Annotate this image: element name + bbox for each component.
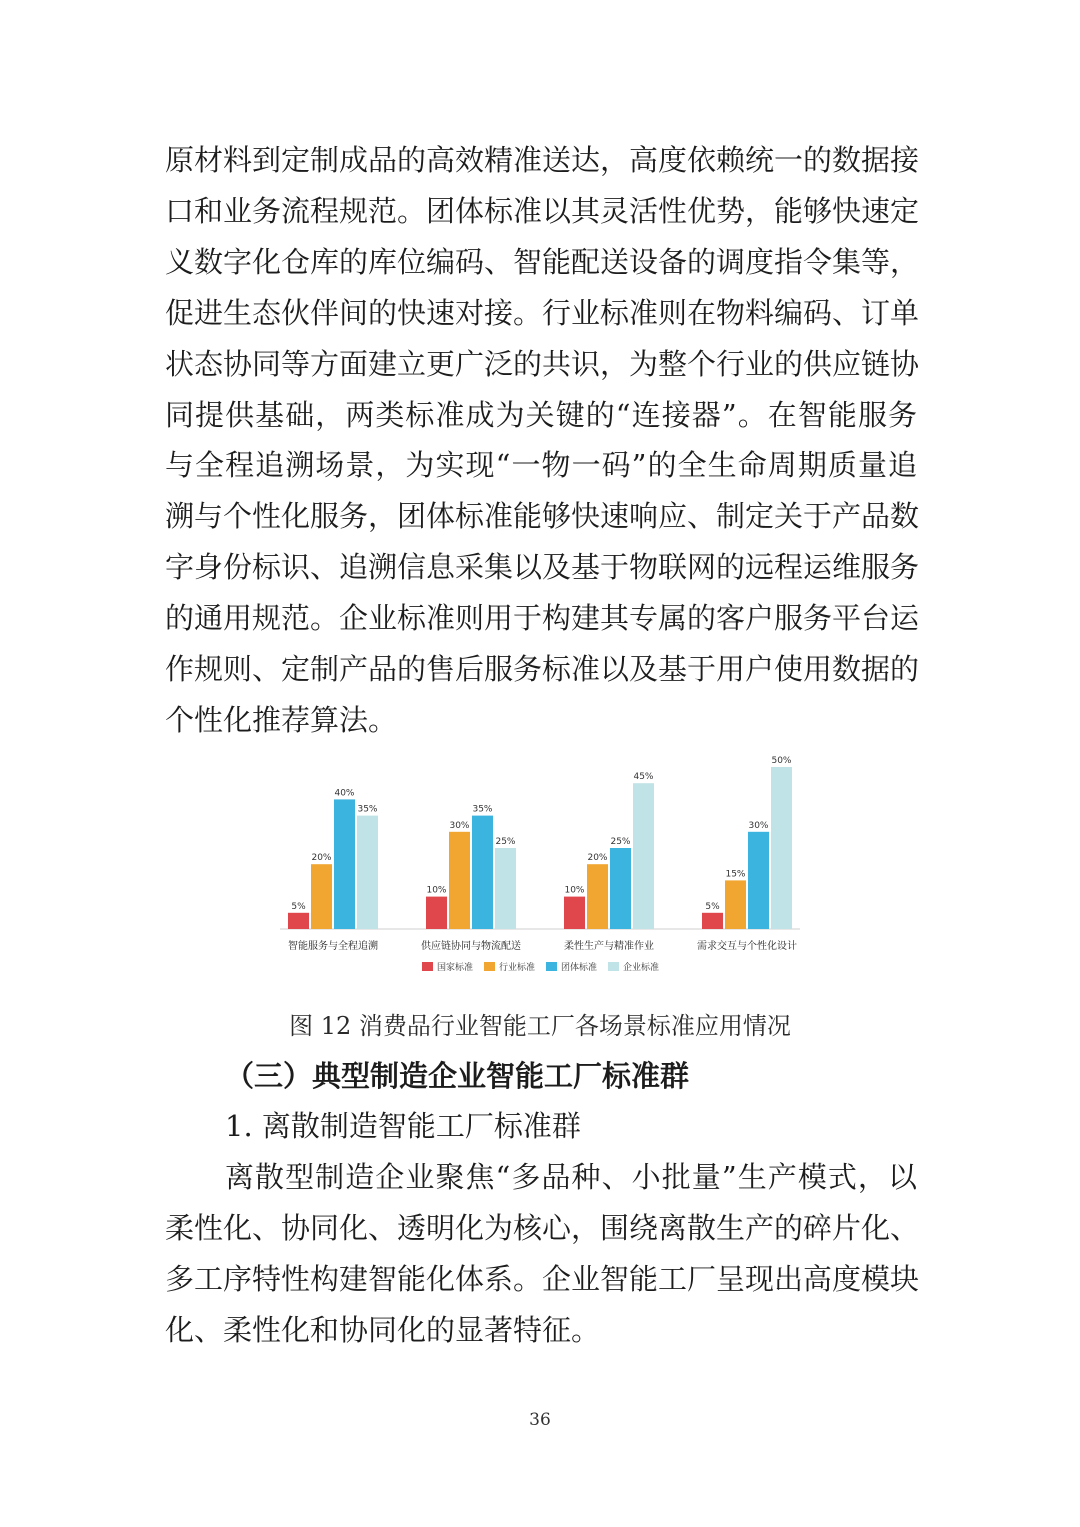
bar-data-label: 30% [449, 820, 470, 831]
paragraph-line: 与全程追溯场景，为实现“一物一码”的全生命周期质量追 [165, 448, 917, 483]
page-number: 36 [529, 1410, 551, 1430]
paragraph-line: 同提供基础，两类标准成为关键的“连接器”。在智能服务 [165, 397, 917, 432]
paragraph-line: 状态协同等方面建立更广泛的共识，为整个行业的供应链协 [165, 346, 920, 381]
legend-swatch [608, 962, 619, 971]
category-label: 智能服务与全程追溯 [288, 941, 378, 952]
bar-data-label: 5% [705, 901, 720, 912]
paragraph-line: 溯与个性化服务，团体标准能够快速响应、制定关于产品数 [165, 499, 920, 534]
category-label: 柔性生产与精准作业 [564, 941, 654, 952]
paragraph-line: 原材料到定制成品的高效精准送达，高度依赖统一的数据接 [165, 143, 920, 177]
scenario-standards-bar-chart [270, 752, 810, 992]
figure-caption: 图 12 消费品行业智能工厂各场景标准应用情况 [289, 1012, 791, 1040]
paragraph-line: 口和业务流程规范。团体标准以其灵活性优势，能够快速定 [165, 193, 920, 228]
legend-swatch [484, 962, 495, 971]
bar [288, 913, 309, 929]
bar [472, 816, 493, 929]
bar [748, 832, 769, 929]
category-label: 需求交互与个性化设计 [697, 941, 797, 952]
bar-data-label: 15% [725, 869, 746, 880]
bar-data-label: 45% [633, 772, 654, 783]
bar [426, 897, 447, 929]
bar [725, 880, 746, 929]
legend-label: 行业标准 [499, 963, 536, 973]
bar-data-label: 5% [291, 901, 306, 912]
bar [495, 848, 516, 929]
bar [334, 799, 355, 929]
legend-swatch [422, 962, 433, 971]
bar-data-label: 25% [610, 837, 631, 847]
bar-data-label: 35% [357, 804, 378, 815]
legend-swatch [546, 962, 557, 971]
bar [587, 864, 608, 929]
bar-data-label: 35% [472, 804, 493, 815]
legend-label: 团体标准 [561, 963, 598, 973]
bar-data-label: 10% [564, 885, 585, 896]
bar [311, 864, 332, 929]
paragraph-line: 的通用规范。企业标准则用于构建其专属的客户服务平台运 [165, 601, 920, 636]
legend-label: 国家标准 [437, 963, 474, 973]
subsection-heading: 1. 离散制造智能工厂标准群 [225, 1109, 581, 1143]
bar-data-label: 10% [426, 885, 447, 896]
paragraph-line: 化、柔性化和协同化的显著特征。 [165, 1312, 601, 1347]
paragraph-line: 作规则、定制产品的售后服务标准以及基于用户使用数据的 [165, 652, 920, 686]
bar [702, 913, 723, 929]
bar-data-label: 50% [771, 756, 792, 766]
bar [610, 848, 631, 929]
bar-data-label: 20% [311, 853, 332, 864]
bar [633, 783, 654, 929]
paragraph-line: 离散型制造企业聚焦“多品种、小批量”生产模式，以 [225, 1160, 917, 1194]
bar-data-label: 40% [334, 788, 355, 799]
paragraph-line: 个性化推荐算法。 [165, 702, 398, 737]
bar [449, 832, 470, 929]
bar [771, 767, 792, 929]
paragraph-line: 促进生态伙伴间的快速对接。行业标准则在物料编码、订单 [165, 295, 920, 330]
paragraph-line: 义数字化仓库的库位编码、智能配送设备的调度指令集等， [165, 244, 920, 279]
legend-label: 企业标准 [623, 963, 660, 973]
category-label: 供应链协同与物流配送 [421, 941, 521, 952]
paragraph-line: 多工序特性构建智能化体系。企业智能工厂呈现出高度模块 [165, 1261, 920, 1296]
bar-data-label: 30% [748, 820, 769, 831]
bar-data-label: 25% [495, 837, 516, 847]
bar-data-label: 20% [587, 853, 608, 864]
section-heading: （三）典型制造企业智能工厂标准群 [225, 1059, 690, 1093]
chart-legend [422, 961, 659, 973]
paragraph-line: 柔性化、协同化、透明化为核心，围绕离散生产的碎片化、 [165, 1210, 920, 1245]
paragraph-line: 字身份标识、追溯信息采集以及基于物联网的远程运维服务 [165, 550, 920, 585]
bar [357, 816, 378, 929]
bar [564, 897, 585, 929]
